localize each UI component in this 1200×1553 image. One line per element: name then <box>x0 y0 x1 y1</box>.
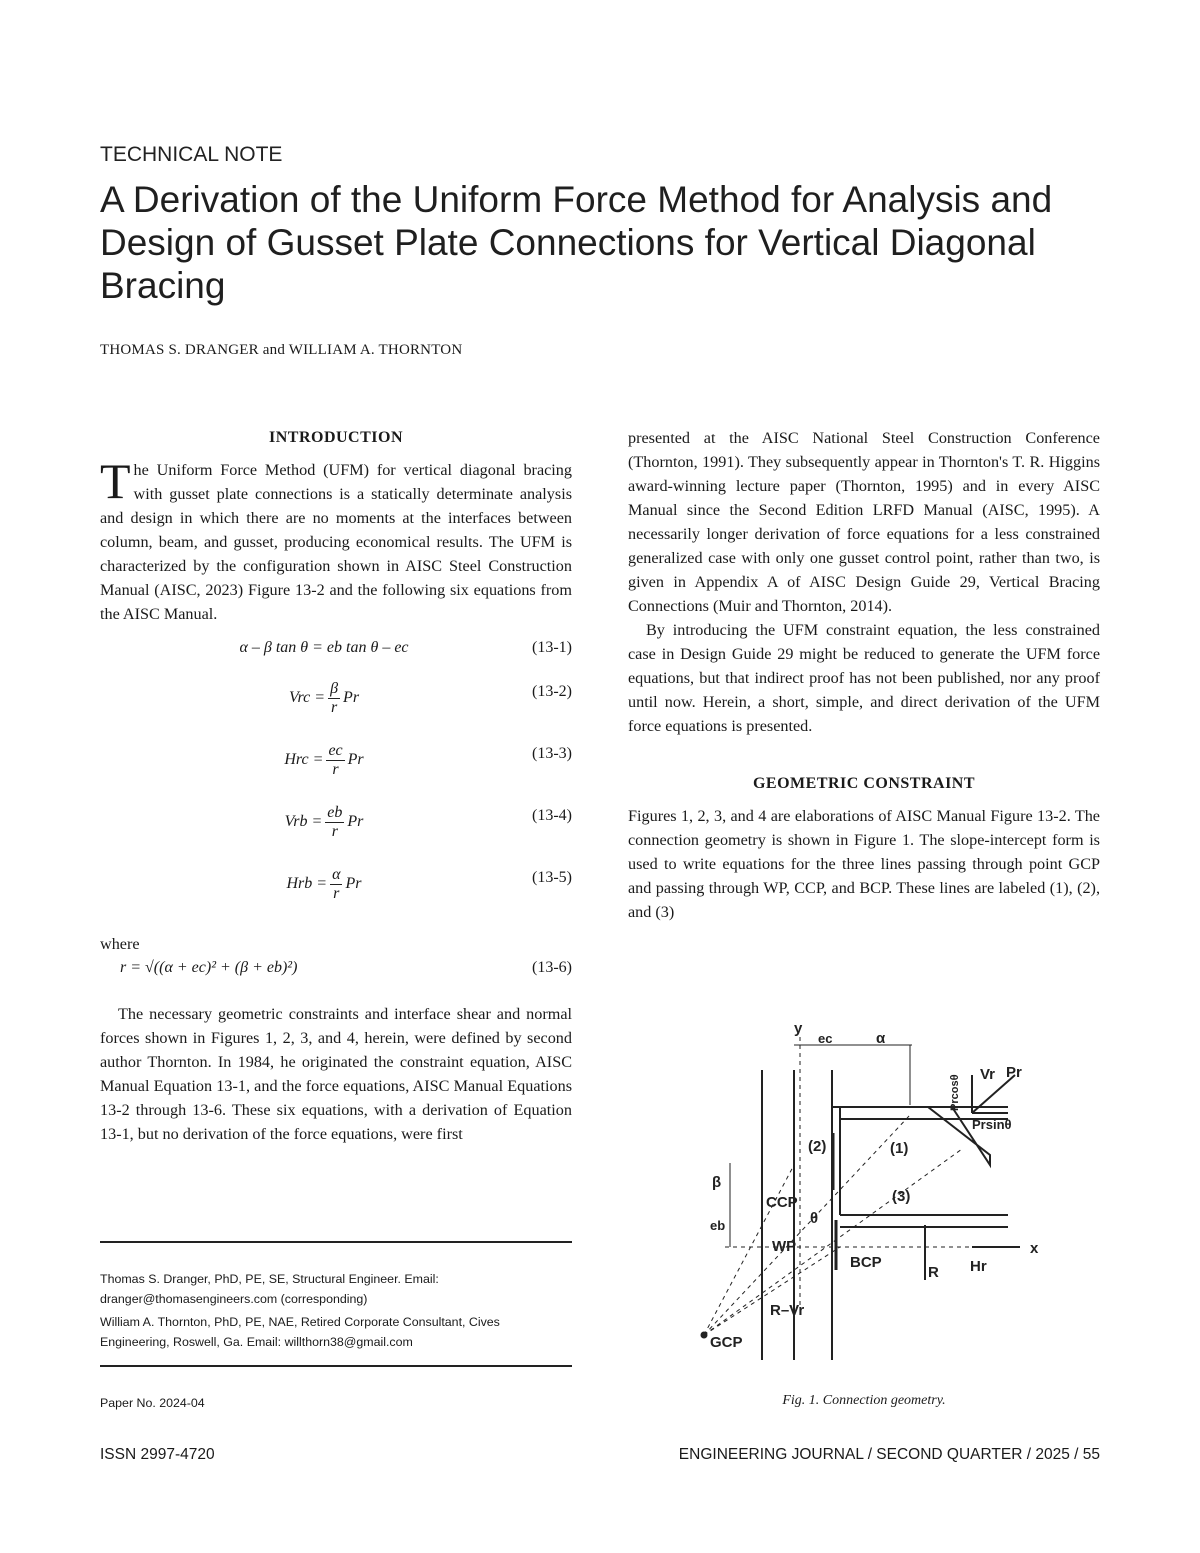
footnote-author-2: William A. Thornton, PhD, PE, NAE, Retired Corporate Consultant, Cives Engineering, Roswell, Ga. Email: willthorn38@gmail.com <box>100 1315 500 1349</box>
paper-title: A Derivation of the Uniform Force Method for Analysis and Design of Gusset Plate Connections for Vertical Diagonal Bracing <box>100 179 1053 306</box>
label-line-3: (3) <box>892 1188 911 1205</box>
equation-body <box>224 680 424 717</box>
equation-lhs: Vrb = <box>284 813 323 831</box>
fraction-numerator: eb <box>327 804 343 821</box>
heading-introduction: INTRODUCTION <box>268 429 403 446</box>
section-kicker: TECHNICAL NOTE <box>100 143 283 166</box>
author-line: THOMAS S. DRANGER and WILLIAM A. THORNTON <box>100 342 463 358</box>
label-pr-sin: Prsinθ <box>972 1117 1012 1132</box>
fraction-denominator: r <box>332 761 339 778</box>
equation-13-2 <box>100 680 572 742</box>
equation-lhs: Vrc = <box>288 689 326 707</box>
figure-caption: Fig. 1. Connection geometry. <box>782 1393 946 1408</box>
gcp-point <box>701 1332 707 1338</box>
equation-fraction <box>328 680 340 717</box>
label-pr-cos: Prcosθ <box>949 1074 961 1111</box>
label-wp: WP <box>772 1238 797 1255</box>
label-alpha: α <box>876 1030 886 1047</box>
equation-number: (13-4) <box>532 807 572 824</box>
equation-13-1 <box>100 636 572 680</box>
label-line-2: (2) <box>808 1138 827 1155</box>
equation-rhs: Pr <box>347 813 364 831</box>
label-eb: eb <box>710 1218 726 1233</box>
label-ec: ec <box>818 1031 833 1046</box>
equation-13-5 <box>100 866 572 928</box>
force-arrows <box>925 1075 1020 1280</box>
footnote-author-1: Thomas S. Dranger, PhD, PE, SE, Structural Engineer. Email: dranger@thomasengineers.com (corresponding) <box>100 1272 439 1306</box>
intro-paragraph-2: The necessary geometric constraints and interface shear and normal forces shown in Figures 1, 2, 3, and 4, herein, were defined by second author Thornton. In 1984, he originated the constraint equation, AISC Manual Equation 13-1, and the force equations, AISC Manual Equations 13-2 through 13-6. These six equations, with a derivation of Equation 13-1, but no derivation of the force equations, were first <box>100 1005 572 1143</box>
equation-13-4 <box>100 804 572 866</box>
equation-fraction <box>330 866 342 903</box>
right-paragraph-1: presented at the AISC National Steel Construction Conference (Thornton, 1991). They subsequently appear in Thornton's T. R. Higgins award-winning lecture paper (Thornton, 1995) and in every AISC Manual since the Second Edition LRFD Manual (AISC, 1995). A necessarily longer derivation of force equations for a less constrained generalized case with only one gusset control point, rather than two, is given in Appendix A of AISC Design Guide 29, Vertical Bracing Connections (Muir and Thornton, 2014). <box>628 429 1100 615</box>
equation-fraction <box>325 804 344 841</box>
where-label: where <box>100 935 140 953</box>
right-paragraph-3: Figures 1, 2, 3, and 4 are elaborations of AISC Manual Figure 13-2. The connection geometry is shown in Figure 1. The slope-intercept form is used to write equations for the three lines passing through point GCP and passing through WP, CCP, and BCP. These lines are labeled (1), (2), and (3) <box>628 807 1100 921</box>
equation-body <box>224 866 424 903</box>
equation-fraction <box>326 742 344 779</box>
figure-connection-geometry <box>690 1015 1050 1375</box>
equation-13-3 <box>100 742 572 804</box>
label-vr: Vr <box>980 1066 996 1083</box>
equation-body <box>224 742 424 779</box>
equation-number: (13-3) <box>532 745 572 762</box>
bolt-marks <box>833 1133 836 1270</box>
intro-paragraph-1-text: he Uniform Force Method (UFM) for vertical diagonal bracing with gusset plate connections is a statically determinate analysis and design in which there are no moments at the interfaces between column, beam, and gusset, producing economical results. The UFM is characterized by the configuration shown in AISC Steel Construction Manual (AISC, 2023) Figure 13-2 and the following six equations from the AISC Manual. <box>100 461 572 623</box>
label-gcp: GCP <box>710 1334 743 1351</box>
label-pr: Pr <box>1006 1064 1022 1081</box>
footnote-rule-bottom <box>100 1365 572 1367</box>
fraction-denominator: r <box>331 823 338 840</box>
fraction-numerator: β <box>330 680 339 697</box>
right-paragraph-2: By introducing the UFM constraint equation, the less constrained case in Design Guide 29 might be reduced to generate the UFM force equations, but that indirect proof has not been published, nor any proof until now. Herein, a short, simple, and direct derivation of the UFM force equations is presented. <box>628 621 1100 735</box>
label-r: R <box>928 1264 939 1281</box>
drop-cap: T <box>100 453 131 509</box>
fraction-numerator: α <box>332 866 341 883</box>
heading-geometric-constraint: GEOMETRIC CONSTRAINT <box>752 775 976 792</box>
fraction-denominator: r <box>330 699 338 716</box>
label-hr: Hr <box>970 1258 987 1275</box>
equation-lhs: Hrb = <box>286 875 328 893</box>
footnote-rule-top <box>100 1241 572 1243</box>
label-r-minus-vr: R–Vr <box>770 1302 805 1319</box>
fraction-numerator: ec <box>328 742 343 759</box>
equation-13-6 <box>100 956 572 1002</box>
label-ccp: CCP <box>766 1194 798 1211</box>
equation-body <box>224 804 424 841</box>
paper-number: Paper No. 2024-04 <box>100 1396 205 1410</box>
label-line-1: (1) <box>890 1140 909 1157</box>
fraction-denominator: r <box>333 885 340 902</box>
journal-footer: ENGINEERING JOURNAL / SECOND QUARTER / 2025 / 55 <box>678 1446 1100 1463</box>
issn: ISSN 2997-4720 <box>100 1446 215 1463</box>
equation-lhs: Hrc = <box>284 751 324 769</box>
equation-number: (13-5) <box>532 869 572 886</box>
equation-body: r = √((α + ec)² + (β + eb)²) <box>120 959 298 976</box>
label-x: x <box>1030 1240 1039 1257</box>
equation-rhs: Pr <box>347 751 364 769</box>
equation-rhs: Pr <box>343 689 360 707</box>
equation-number: (13-6) <box>532 959 572 976</box>
equation-body: α – β tan θ = eb tan θ – ec <box>239 639 409 656</box>
label-y: y <box>794 1020 803 1037</box>
label-bcp: BCP <box>850 1254 882 1271</box>
gusset-plate <box>840 1107 990 1165</box>
right-column <box>628 426 1100 924</box>
left-column <box>100 426 572 1146</box>
intro-paragraph-1 <box>100 453 572 626</box>
equation-number: (13-1) <box>532 639 572 656</box>
figure-labels <box>710 1020 1039 1351</box>
equation-number: (13-2) <box>532 683 572 700</box>
label-beta: β <box>712 1174 722 1191</box>
label-theta: θ <box>810 1210 819 1227</box>
equation-rhs: Pr <box>345 875 362 893</box>
